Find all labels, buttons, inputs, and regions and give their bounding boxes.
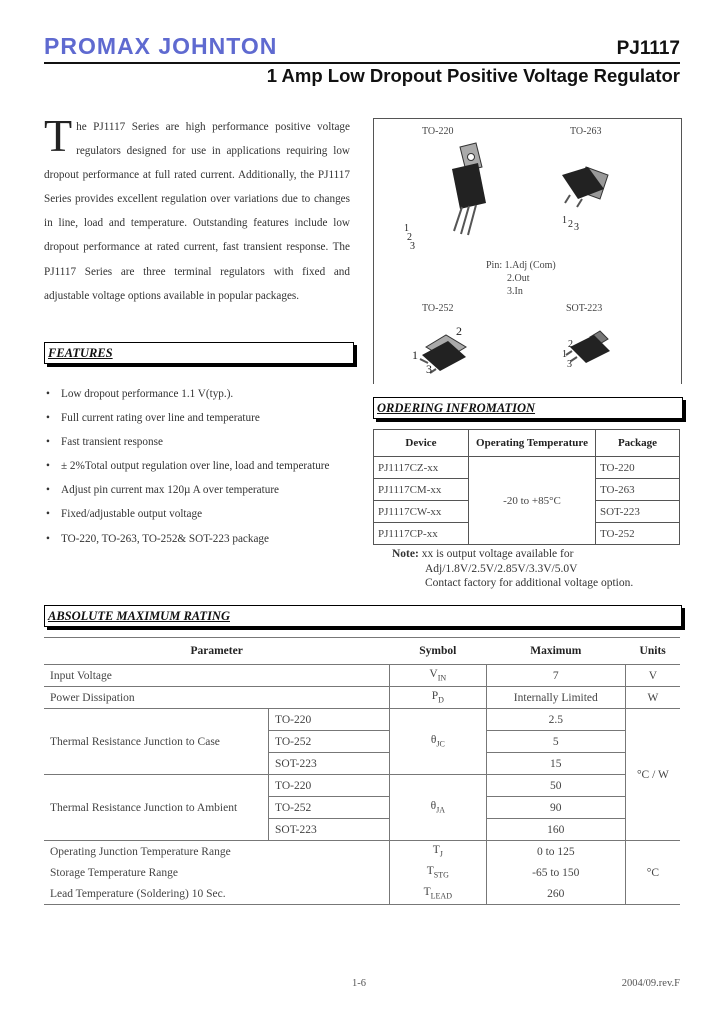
to220-drawing xyxy=(404,143,486,252)
table-row: Operating Junction Temperature Range $T_J$ 0 to 125 °C xyxy=(44,841,680,863)
feature-item: • ± 2%Total output regulation over line, load and temperature xyxy=(44,454,350,478)
ordering-table xyxy=(373,429,680,545)
intro-text: he PJ1117 Series are high performance positive voltage regulators designed for use in applications requiring low dropout performance at full rated current. Additionally, the PJ1117 Series provides excellent regulation over variations due to changes in line, load and temperature. Outstanding features include low dropout performance at rated current, fast transient response. The PJ1117 Series are three terminal regulators with fixed and adjustable voltage options available in popular packages. xyxy=(44,121,350,302)
feature-item: • Low dropout performance 1.1 V(typ.). xyxy=(44,382,350,406)
table-row: SOT-223 15 xyxy=(44,753,680,775)
svg-text:1: 1 xyxy=(404,223,409,234)
pkg-label-to263: TO-263 xyxy=(570,126,602,137)
svg-text:1: 1 xyxy=(562,215,567,226)
table-row: PJ1117CP-xx TO-252 xyxy=(374,523,680,545)
svg-text:2: 2 xyxy=(456,324,462,338)
feature-item: • Fixed/adjustable output voltage xyxy=(44,502,350,526)
table-row: TO-252 90 xyxy=(44,797,680,819)
note-label: Note: xyxy=(392,548,419,560)
feature-item: • TO-220, TO-263, TO-252& SOT-223 package xyxy=(44,527,350,551)
part-number: PJ1117 xyxy=(616,38,680,59)
table-row: Input Voltage $V_{IN}$ 7 V xyxy=(44,665,680,687)
features-header: FEATURES xyxy=(44,342,354,364)
to263-drawing xyxy=(562,167,608,233)
package-drawings xyxy=(374,119,681,384)
ordering-note: Note: xx is output voltage available for Adj/1.8V/2.5V/2.85V/3.3V/5.0V Contact factory for additional voltage option. xyxy=(392,548,634,589)
ord-temp-range: -20 to +85°C xyxy=(469,457,596,545)
drop-cap: T xyxy=(44,110,73,161)
feature-item: • Fast transient response xyxy=(44,430,350,454)
ord-col-temp: Operating Temperature xyxy=(469,430,596,457)
page-number: 1-6 xyxy=(352,978,366,989)
svg-text:2: 2 xyxy=(407,232,412,243)
table-row: Thermal Resistance Junction to Case TO-220 $\theta_{JC}$ 2.5 °C / W xyxy=(44,709,680,731)
svg-text:3: 3 xyxy=(426,362,432,376)
pkg-label-to252: TO-252 xyxy=(422,303,454,314)
header-divider xyxy=(44,62,680,64)
table-row: TO-252 5 xyxy=(44,731,680,753)
svg-text:1: 1 xyxy=(412,348,418,362)
table-row: Power Dissipation $P_D$ Internally Limited W xyxy=(44,687,680,709)
company-logo: PROMAX JOHNTON xyxy=(44,33,278,59)
table-row: Thermal Resistance Junction to Ambient TO-220 $\theta_{JA}$ 50 xyxy=(44,775,680,797)
pin-line-2: 2.Out xyxy=(507,273,530,284)
document-title: 1 Amp Low Dropout Positive Voltage Regulator xyxy=(266,65,680,86)
ord-col-package: Package xyxy=(596,430,680,457)
features-list xyxy=(44,382,350,551)
table-row: SOT-223 160 xyxy=(44,819,680,841)
intro-paragraph xyxy=(44,110,350,308)
to252-drawing xyxy=(412,324,466,376)
table-row: PJ1117CM-xx TO-263 xyxy=(374,479,680,501)
revision: 2004/09.rev.F xyxy=(621,978,680,989)
table-row: Lead Temperature (Soldering) 10 Sec. $T_{LEAD}$ 260 xyxy=(44,883,680,905)
sot223-drawing xyxy=(562,331,610,370)
svg-text:3: 3 xyxy=(410,241,415,252)
pkg-label-sot223: SOT-223 xyxy=(566,303,603,314)
table-row: PJ1117CW-xx SOT-223 xyxy=(374,501,680,523)
table-row: Storage Temperature Range $T_{STG}$ -65 to 150 xyxy=(44,862,680,883)
svg-text:3: 3 xyxy=(574,222,579,233)
feature-item: • Full current rating over line and temperature xyxy=(44,406,350,430)
pin-line-1: Pin: 1.Adj (Com) xyxy=(486,260,556,271)
svg-text:3: 3 xyxy=(567,359,572,370)
svg-text:2: 2 xyxy=(568,219,573,230)
ord-col-device: Device xyxy=(374,430,469,457)
amr-header: ABSOLUTE MAXIMUM RATING xyxy=(44,605,682,627)
pkg-label-to220: TO-220 xyxy=(422,126,454,137)
feature-item: • Adjust pin current max 120µ A over temperature xyxy=(44,478,350,502)
thermal-unit: °C / W xyxy=(625,709,680,841)
amr-table: Parameter Symbol Maximum Units Input Voltage $V_{IN}$ 7 V Power Dissipation $P_D$ Internally Limited W Thermal Resistance Junction to Case TO-220 $\theta_{JC}$ 2.5 °C / W TO-252 5 SOT-223 15 Thermal Resistance Junction to Ambient TO-220 $\theta_{JA}$ 50 TO-252 90 SOT-223 160 Operating Junction Temperature Range $T_J$ 0 to 125 °C Storage Temperature Range $T_{STG}$ -65 to 150 Lead Temperature (Soldering) 10 Sec. $T_{LEAD}$ 260 xyxy=(44,637,680,905)
package-diagram xyxy=(373,118,682,384)
ordering-header: ORDERING INFROMATION xyxy=(373,397,683,419)
table-row: PJ1117CZ-xx -20 to +85°C TO-220 xyxy=(374,457,680,479)
svg-text:1: 1 xyxy=(562,349,567,360)
temp-unit: °C xyxy=(625,841,680,905)
pin-line-3: 3.In xyxy=(507,286,523,297)
svg-text:2: 2 xyxy=(568,339,573,350)
